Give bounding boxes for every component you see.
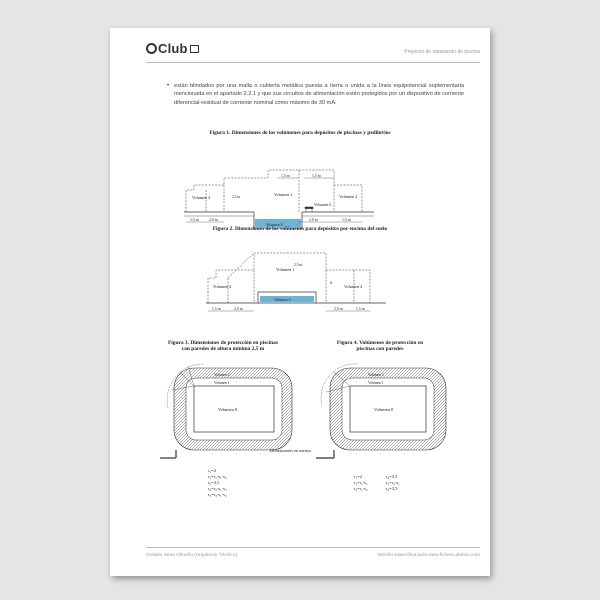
figure2-dim-right-20: 2,0 m xyxy=(334,307,343,311)
figure4-label-volume1: Volumen 1 xyxy=(368,381,384,385)
bullet-text: están blindados por una malla o cubierta metálica puesta a tierra o unida a la línea equipotencial suplementaria mencionada en el apartado 2.2.1 y que sus circuitos de alimentación estén protegidos por un dispositivo de corriente diferencial-residual de corriente nominal como máximo de 30 mA. xyxy=(174,83,464,106)
document-page xyxy=(110,28,490,576)
figure2-label-volume1: Volumen 1 xyxy=(276,267,295,272)
header-document-title: Proyecto de reparación de piscina xyxy=(404,49,480,55)
figure1-label-volume2-right: Volumen 2 xyxy=(339,194,358,199)
figure2-label-height: 2,5 m xyxy=(294,263,303,267)
figure3-title-line2: con paredes de altura mínima 2,5 m xyxy=(181,346,265,352)
header-divider xyxy=(146,62,480,63)
figure1-label-volume0-pool: Volumen 0 xyxy=(266,223,283,227)
figure3-label-volume0: Volumen 0 xyxy=(218,407,238,412)
figure4-formula: r₂=r₁-s₁ xyxy=(354,480,368,485)
figure3-label-volume2: Volumen 2 xyxy=(214,373,230,377)
figure4-formula: r₁=2 xyxy=(354,474,363,479)
figure2-label-volume0: Volumen 0 xyxy=(274,298,291,302)
figure3-formula: r₃=3,5 xyxy=(208,480,220,485)
figure1-label-volume2-left: Volumen 2 xyxy=(192,195,211,200)
figure4-formula: r₅=r₄-s₁ xyxy=(386,480,400,485)
figure1-title: Figura 1. Dimensiones de los volúmenes para depósitos de piscinas y pediluvios xyxy=(209,130,391,136)
figure1-dim-left-20: 2,0 m xyxy=(209,218,218,222)
figure1-diagram xyxy=(184,140,374,240)
footer-divider xyxy=(146,547,480,548)
units-note: Dimensiones en metros xyxy=(270,448,312,453)
figure3-formula: r₄=r₃-s₁-s₂ xyxy=(208,486,227,491)
bullet-paragraph xyxy=(167,82,464,107)
footer-author: Octavio Sena Olmeño (Arquitecto Técnico) xyxy=(146,553,238,558)
figure1-dim-right-15: 1,5 m xyxy=(342,218,351,222)
figure2-dim-left-20: 2,0 m xyxy=(234,307,243,311)
figure4-formula: r₃=r₁-s₂ xyxy=(354,486,368,491)
figure2-label-volume2-right: Volumen 2 xyxy=(344,284,363,289)
figure2-dim-left-15: 1,5 m xyxy=(212,307,221,311)
figure2-dim-right-15: 1,5 m xyxy=(356,307,365,311)
figure1-dim-top-15a: 1,5 m xyxy=(281,174,290,178)
figure4-title-line1: Figura 4. Volúmenes de protección en xyxy=(336,340,424,346)
figure4-label-volume0: Volumen 0 xyxy=(374,407,394,412)
figure1-dim-right-20: 2,0 m xyxy=(309,218,318,222)
figure2-title: Figura 2. Dimensiones de los volúmenes para depósitos por encima del suelo xyxy=(212,226,388,232)
figure3-formula: r₂=r₁-s₁-s₂ xyxy=(208,474,227,479)
footer-link[interactable]: Versión específica para www.fichero.planos.com xyxy=(377,553,480,558)
figure3-title-line1: Figura 3. Dimensiones de protección en piscinas xyxy=(168,340,278,346)
figure4-formulas-col2 xyxy=(386,474,400,492)
figure1-label-volume0-right: Volumen 0 xyxy=(314,202,332,207)
figure3-label-volume1: Volumen 1 xyxy=(214,381,230,385)
figure3-formulas xyxy=(208,468,227,498)
figure1-label-volume1: Volumen 1 xyxy=(274,192,293,197)
figure4-formulas-col1 xyxy=(354,474,368,492)
figure2-label-h: h xyxy=(330,280,332,285)
figure1-dim-left-15: 1,5 m xyxy=(190,218,199,222)
figure1-dim-top-15b: 1,5 m xyxy=(312,174,321,178)
figure3-formula: r₅=r₃-s₁-s₂ xyxy=(208,492,227,497)
figure3-title xyxy=(148,340,298,352)
figure4-formula: r₄=3,5 xyxy=(386,474,398,479)
figure4-formula: r₆=3,5 xyxy=(386,486,398,491)
figure3-formula: r₁=2 xyxy=(208,468,217,473)
figure4-label-volume2: Volumen 2 xyxy=(368,373,384,377)
figure1-label-height: 2,5 m xyxy=(232,195,241,199)
bullet-dot-icon: • xyxy=(167,83,170,89)
figure4-title xyxy=(310,340,450,352)
figure4-title-line2: piscinas con paredes xyxy=(356,346,404,352)
club-logo: Club xyxy=(146,41,199,56)
figure2-label-volume2-left: Volumen 2 xyxy=(213,284,232,289)
